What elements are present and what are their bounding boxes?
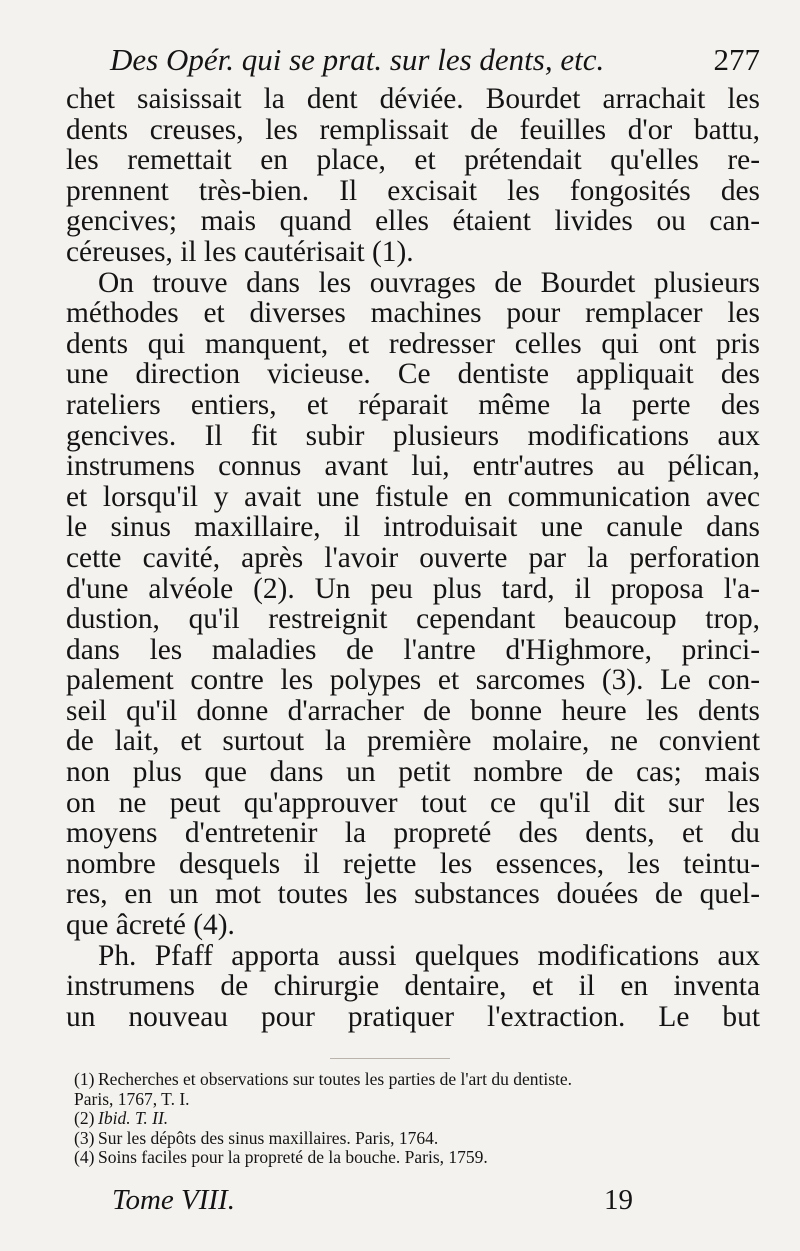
running-header [110,40,760,80]
text-line: cette cavité, après l'avoir ouverte par la perforation [66,541,760,574]
text-line: palement contre les polypes et sarcomes (3). Le con- [66,664,760,697]
text-line: le sinus maxillaire, il introduisait une canule dans [66,511,760,544]
running-title: Des Opér. qui se prat. sur les dents, etc. [110,42,605,77]
text-line: et lorsqu'il y avait une fistule en communication avec [66,480,760,513]
footnote-text: Ibid. T. II. [98,1108,169,1128]
footnote-mark: (2) [74,1108,95,1128]
footnote-mark: (3) [74,1127,95,1148]
text-line: instrumens de chirurgie dentaire, et il en inventa [66,970,760,1003]
text-line: d'une alvéole (2). Un peu plus tard, il proposa l'a- [66,572,760,605]
text-line: res, en un mot toutes les substances douées de quel- [66,878,760,911]
text-line: méthodes et diverses machines pour remplacer les [66,297,760,330]
footnote [74,1129,764,1149]
text-line: instrumens connus avant lui, entr'autres au pélican, [66,450,760,483]
gathering-signature: 19 [604,1184,633,1216]
text-line: gencives. Il fit subir plusieurs modifications aux [66,419,760,452]
footnote-text: Sur les dépôts des sinus maxillaires. Paris, 1764. [98,1127,439,1148]
text-line: chet saisissait la dent déviée. Bourdet arrachait les [66,83,760,115]
footnote-mark: (1) [74,1069,95,1089]
footnotes [74,1070,764,1168]
text-line: seil qu'il donne d'arracher de bonne heure les dents [66,694,760,727]
text-line: dents creuses, les remplissait de feuilles d'or battu, [66,113,760,146]
text-line: non plus que dans un petit nombre de cas; mais [66,756,760,789]
text-line: dents qui manquent, et redresser celles qui ont pris [66,327,760,360]
footnote-mark: (4) [74,1147,95,1167]
text-line: céreuses, il les cautérisait (1). [66,235,414,268]
text-line: nombre desquels il rejette les essences, les teintu- [66,847,760,880]
text-line: on ne peut qu'approuver tout ce qu'il dit sur les [66,786,760,819]
footnote-text: Recherches et observations sur toutes les parties de l'art du dentiste. [98,1069,573,1089]
volume-label: Tome VIII. [112,1184,235,1216]
text-line: que âcreté (4). [66,909,235,942]
text-line: Ph. Pfaff apporta aussi quelques modifications aux [98,939,760,972]
text-line: les remettait en place, et prétendait qu'elles re- [66,144,760,177]
text-line: de lait, et surtout la première molaire, ne convient [66,725,760,758]
body-text [66,84,760,1032]
footnote-continuation [74,1090,764,1110]
footnote-text: Paris, 1767, T. I. [74,1088,190,1109]
text-line: On trouve dans les ouvrages de Bourdet plusieurs [98,266,760,299]
text-line: dans les maladies de l'antre d'Highmore, princi- [66,633,760,666]
footnote-text: Soins faciles pour la propreté de la bouche. Paris, 1759. [98,1147,488,1167]
signature-line [112,1182,652,1218]
footnote [74,1148,764,1168]
text-line: un nouveau pour pratiquer l'extraction. Le but [66,1000,760,1033]
footnote-separator [330,1058,450,1059]
footnote [74,1070,764,1090]
text-line: prennent très-bien. Il excisait les fongosités des [66,174,760,207]
page-number: 277 [713,42,760,77]
text-line: dustion, qu'il restreignit cependant beaucoup trop, [66,603,760,636]
text-line: rateliers entiers, et réparait même la perte des [66,388,760,421]
text-line: gencives; mais quand elles étaient livides ou can- [66,205,760,238]
text-line: une direction vicieuse. Ce dentiste appliquait des [66,358,760,391]
text-line: moyens d'entretenir la propreté des dents, et du [66,817,760,850]
footnote [74,1109,764,1129]
